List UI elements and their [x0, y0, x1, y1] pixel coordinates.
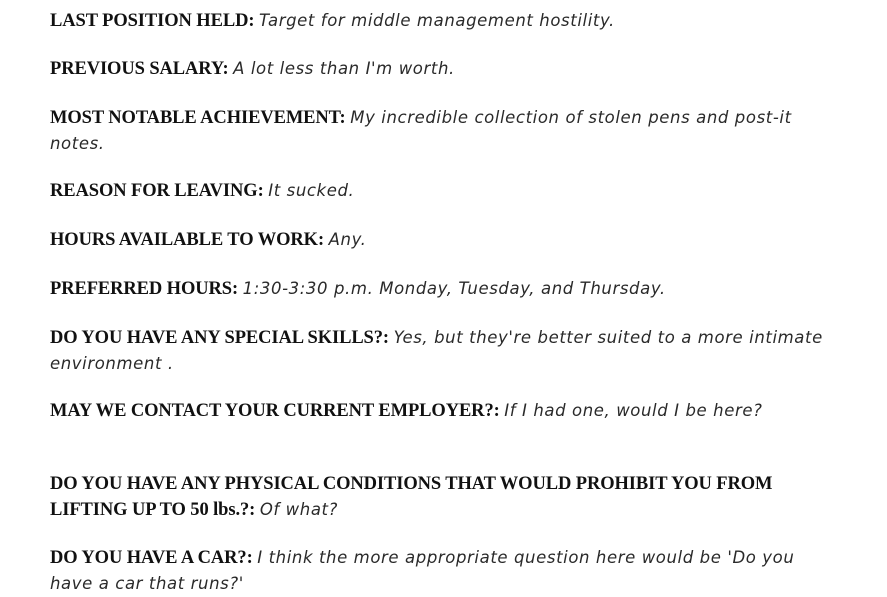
question-label: DO YOU HAVE A CAR?: [50, 548, 253, 568]
question-label: DO YOU HAVE ANY SPECIAL SKILLS?: [50, 328, 389, 348]
handwritten-answer: Of what? [259, 500, 338, 519]
handwritten-answer: A lot less than I'm worth. [233, 59, 455, 78]
question-label: PREFERRED HOURS: [50, 279, 239, 299]
handwritten-answer: It sucked. [268, 181, 355, 200]
question-label: MAY WE CONTACT YOUR CURRENT EMPLOYER?: [50, 401, 500, 421]
entry-contact-employer [50, 398, 840, 424]
question-label: PREVIOUS SALARY: [50, 59, 229, 79]
question-label: LAST POSITION HELD: [50, 11, 255, 31]
handwritten-answer: Target for middle management hostility. [259, 11, 615, 30]
handwritten-answer: I think the more appropriate question here would be 'Do you have a car that runs?' [50, 548, 795, 593]
entry-special-skills [50, 325, 840, 377]
entry-preferred-hours [50, 276, 840, 302]
question-label: HOURS AVAILABLE TO WORK: [50, 230, 324, 250]
handwritten-answer: My incredible collection of stolen pens and post-it notes. [50, 108, 792, 153]
question-label: REASON FOR LEAVING: [50, 181, 264, 201]
handwritten-answer: Any. [328, 230, 367, 249]
entry-reason-leaving [50, 178, 840, 204]
entry-notable-achievement [50, 105, 840, 157]
entry-previous-salary [50, 56, 840, 82]
question-label: DO YOU HAVE ANY PHYSICAL CONDITIONS THAT WOULD PROHIBIT YOU FROM LIFTING UP TO 50 lbs.?: [50, 474, 773, 520]
handwritten-answer: If I had one, would I be here? [504, 401, 763, 420]
entry-have-car [50, 545, 840, 597]
entry-last-position [50, 8, 840, 34]
handwritten-answer: Yes, but they're better suited to a more intimate environment . [50, 328, 823, 373]
entry-hours-available [50, 227, 840, 253]
handwritten-answer: 1:30-3:30 p.m. Monday, Tuesday, and Thursday. [242, 279, 666, 298]
question-label: MOST NOTABLE ACHIEVEMENT: [50, 108, 346, 128]
entry-physical-conditions [50, 472, 840, 523]
